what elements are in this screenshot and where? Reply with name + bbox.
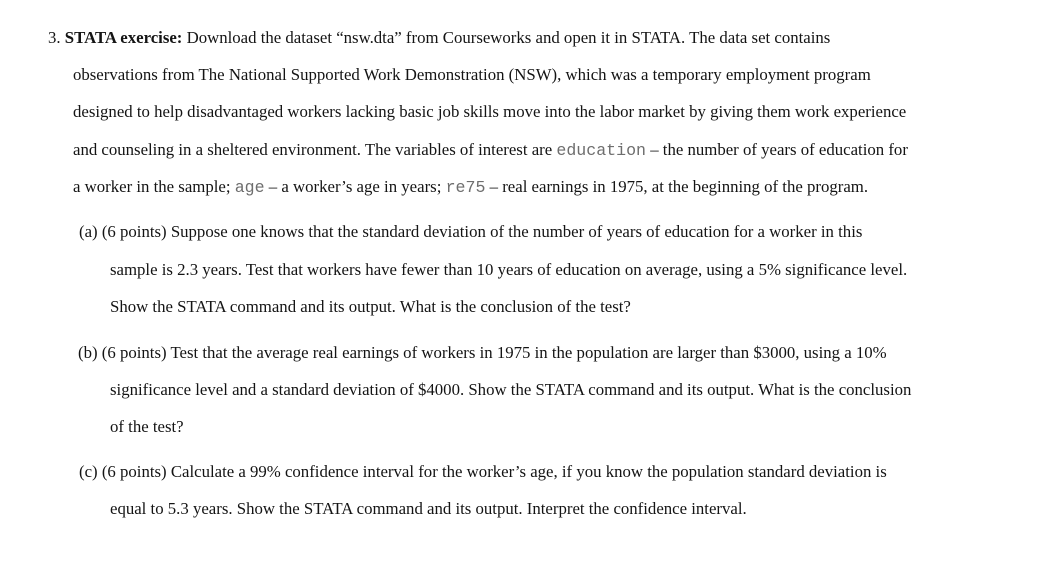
problem-text-5-tail: – real earnings in 1975, at the beginning of the program. [489, 177, 869, 196]
part-b-line-3 [110, 417, 184, 437]
part-b-text-2: significance level and a standard deviation of $4000. Show the STATA command and its output. What is the conclusion [110, 380, 912, 399]
part-c-line-1 [79, 462, 887, 482]
part-a-text-1: (6 points) Suppose one knows that the standard deviation of the number of years of education for a worker in this [101, 222, 863, 241]
problem-title: STATA exercise: [64, 28, 183, 47]
part-b-line-1 [78, 343, 887, 363]
problem-line-1 [48, 28, 830, 48]
part-c-line-2 [110, 499, 747, 519]
part-b-text-1: (6 points) Test that the average real earnings of workers in 1975 in the population are larger than $3000, using a 10% [101, 343, 887, 362]
problem-text-3: designed to help disadvantaged workers lacking basic job skills move into the labor market by giving them work experience [73, 102, 907, 121]
problem-number: 3. [48, 28, 61, 47]
problem-line-3 [73, 102, 906, 122]
problem-text-4-tail: – the number of years of education for [650, 140, 908, 159]
part-a-label: (a) [79, 222, 98, 241]
problem-text-5-head: a worker in the sample; [73, 177, 231, 196]
problem-text-1: Download the dataset “nsw.dta” from Courseworks and open it in STATA. The data set contains [186, 28, 831, 47]
problem-text-4: and counseling in a sheltered environment. The variables of interest are [73, 140, 553, 159]
variable-education: education [556, 141, 647, 160]
part-b-label: (b) [78, 343, 98, 362]
problem-line-2 [73, 65, 871, 85]
part-a-line-2 [110, 260, 907, 280]
problem-text-5-mid: – a worker’s age in years; [268, 177, 442, 196]
part-a-line-1 [79, 222, 862, 242]
problem-line-4 [73, 140, 908, 161]
part-c-label: (c) [79, 462, 98, 481]
part-b-text-3: of the test? [110, 417, 184, 436]
part-a-text-2: sample is 2.3 years. Test that workers have fewer than 10 years of education on average, using a 5% significance level. [110, 260, 908, 279]
problem-line-5 [73, 177, 868, 198]
part-b-line-2 [110, 380, 911, 400]
problem-text-2: observations from The National Supported Work Demonstration (NSW), which was a temporary employment program [73, 65, 871, 84]
part-c-text-1: (6 points) Calculate a 99% confidence interval for the worker’s age, if you know the population standard deviation is [101, 462, 887, 481]
variable-age: age [234, 178, 265, 197]
variable-re75: re75 [445, 178, 486, 197]
part-a-text-3: Show the STATA command and its output. What is the conclusion of the test? [110, 297, 631, 316]
part-c-text-2: equal to 5.3 years. Show the STATA command and its output. Interpret the confidence interval. [110, 499, 747, 518]
part-a-line-3 [110, 297, 631, 317]
